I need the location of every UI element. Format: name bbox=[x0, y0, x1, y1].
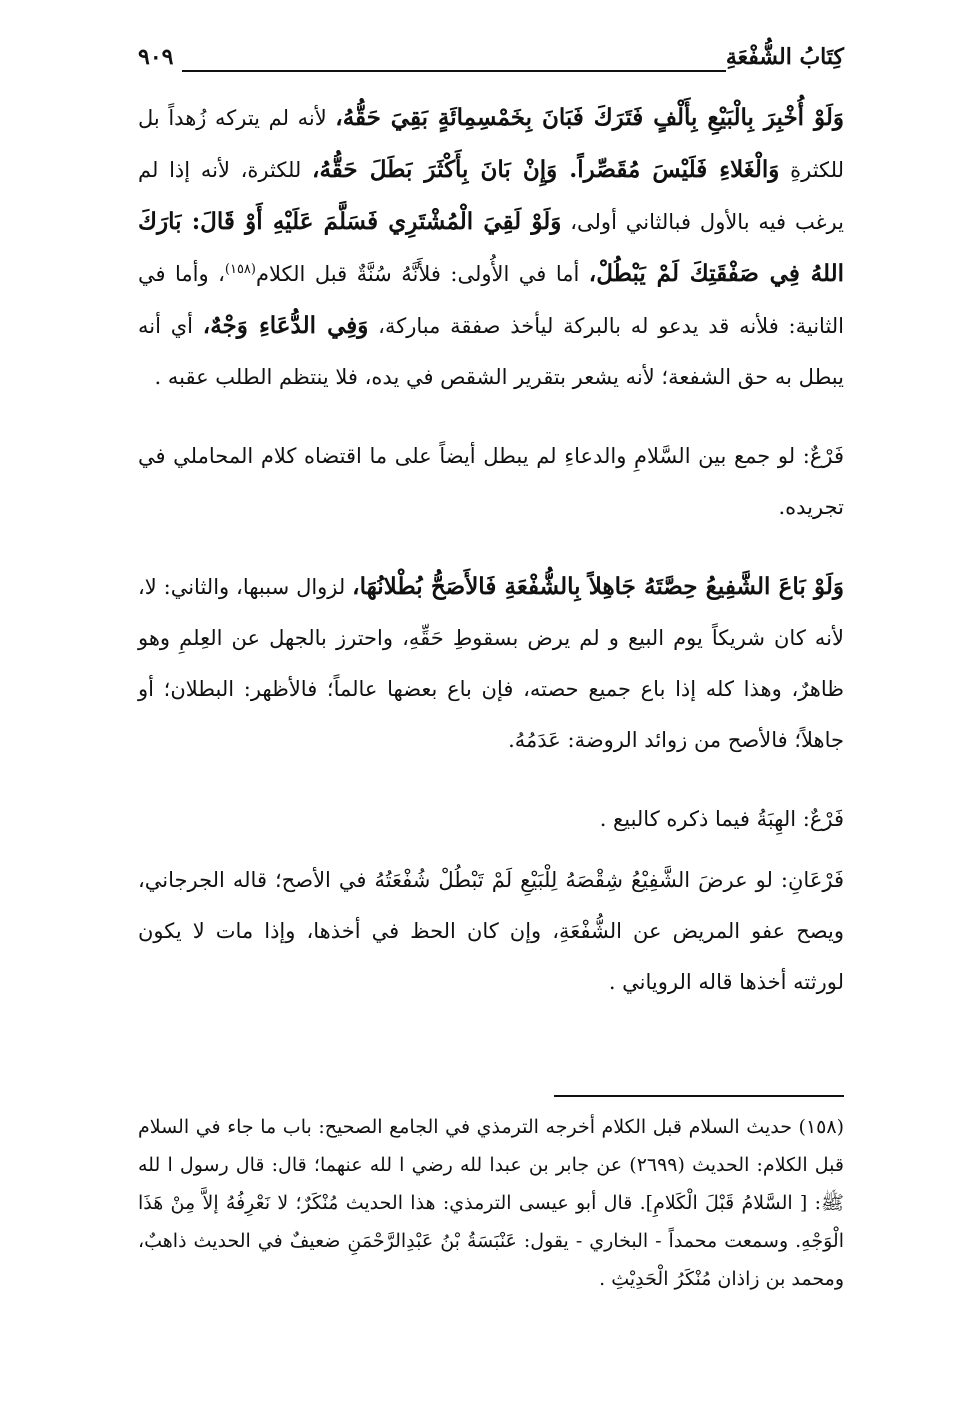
commentary-text: فَرْعٌ: لو جمع بين السَّلامِ والدعاءِ لم يبطل أيضاً على ما اقتضاه كلام المحاملي في تجريده. bbox=[138, 444, 844, 519]
paragraph bbox=[138, 855, 844, 1008]
commentary-text: أي أنه يبطل به حق الشفعة؛ لأنه يشعر بتقرير الشقص في يده، فلا ينتظم الطلب عقبه . bbox=[138, 314, 844, 389]
commentary-text: ، وأما في الثانية: فلأنه قد يدعو له بالبركة ليأخذ صفقة مباركة، bbox=[138, 262, 845, 338]
page-number: ٩٠٩ bbox=[138, 44, 174, 70]
main-text bbox=[138, 92, 844, 1036]
paragraph bbox=[138, 431, 844, 533]
chapter-title: كِتَابُ الشُّفْعَةِ bbox=[725, 44, 844, 70]
commentary-text: لزوال سببها، والثاني: لا، لأنه كان شريكاً يوم البيع و لم يرض بسقوطِ حَقِّهِ، واحترز بالجهل عن العِلمِ وهو ظاهرٌ، وهذا كله إذا باع جميع حصته، فإن باع بعضها عالماً؛ فالأظهر: البطلان؛ أو جاهلاً؛ فالأصح من زوائد الروضة: عَدَمُهُ. bbox=[138, 575, 844, 752]
commentary-text: للكثرة، لأنه إذا لم يرغب فيه بالأول فبالثاني أولى، bbox=[138, 158, 844, 234]
footnote-reference: (١٥٨) bbox=[224, 262, 256, 277]
commentary-text: لأنه لم يتركه زُهداً بل للكثرةِ bbox=[138, 106, 844, 182]
commentary-text: فَرْعٌ: الهِبَةُ فيما ذكره كالبيع . bbox=[599, 807, 844, 831]
running-header bbox=[138, 42, 844, 82]
paragraph bbox=[138, 92, 844, 403]
paragraph bbox=[138, 561, 844, 766]
matn-text: وَلَوْ أُخْبِرَ بِالْبَيْعِ بِأَلْفٍ فَتَرَكَ فَبَانَ بِخَمْسِمِائَةٍ بَقِيَ حَقُّهُ، bbox=[335, 104, 844, 131]
matn-text: وَلَوْ بَاعَ الشَّفِيعُ حِصَّتَهُ جَاهِلاً بِالشُّفْعَةِ فَالأَصَحُّ بُطْلانُهَا، bbox=[352, 573, 844, 600]
footnotes bbox=[138, 1108, 844, 1298]
matn-text: وَلَوْ لَقِيَ الْمُشْتَرِي فَسَلَّمَ عَلَيْهِ أَوْ قَالَ: بَارَكَ اللهُ فِي صَفْقَتِكَ لَمْ يَبْطُلْ، bbox=[138, 208, 845, 287]
header-rule bbox=[182, 70, 726, 72]
paragraph bbox=[138, 794, 844, 845]
footnote-separator bbox=[554, 1095, 844, 1097]
footnote: (١٥٨) حديث السلام قبل الكلام أخرجه الترمذي في الجامع الصحيح: باب ما جاء في السلام قبل الكلام: الحديث (٢٦٩٩) عن جابر بن عبدا لله رضي ا لله عنهما؛ قال: قال رسول ا لله ﷺ: [ السَّلامُ قَبْلَ الْكَلامِ]. قال أبو عيسى الترمذي: هذا الحديث مُنْكَرٌ؛ لا نَعْرِفُهُ إلاَّ مِنْ هَذَا الْوَجْهِ. وسمعت محمداً - البخاري - يقول: عَنْبَسَةُ بْنُ عَبْدِالرَّحْمَنِ ضعيفٌ في الحديث ذاهبٌ، ومحمد بن زاذان مُنْكَرُ الْحَدِيْثِ . bbox=[138, 1116, 844, 1290]
matn-text: وَالْغَلاءِ فَلَيْسَ مُقَصِّراً. وَإِنْ بَانَ بِأَكْثَرَ بَطَلَ حَقُّهُ، bbox=[312, 156, 780, 183]
commentary-text: أما في الأُولى: فلأَنَّهُ سُنَّةٌ قبل الكلام bbox=[256, 262, 589, 286]
matn-text: وَفِي الدُّعَاءِ وَجْهٌ، bbox=[202, 312, 369, 339]
commentary-text: فَرْعَانِ: لو عرضَ الشَّفِيْعُ شِقْصَهُ لِلْبَيْعِ لَمْ تَبْطُلْ شُفْعَتُهُ في الأصح؛ قاله الجرجاني، ويصح عفو المريض عن الشُّفْعَةِ، وإن كان الحظ في أخذها، وإذا مات لا يكون لورثته أخذها قاله الروياني . bbox=[138, 868, 844, 994]
